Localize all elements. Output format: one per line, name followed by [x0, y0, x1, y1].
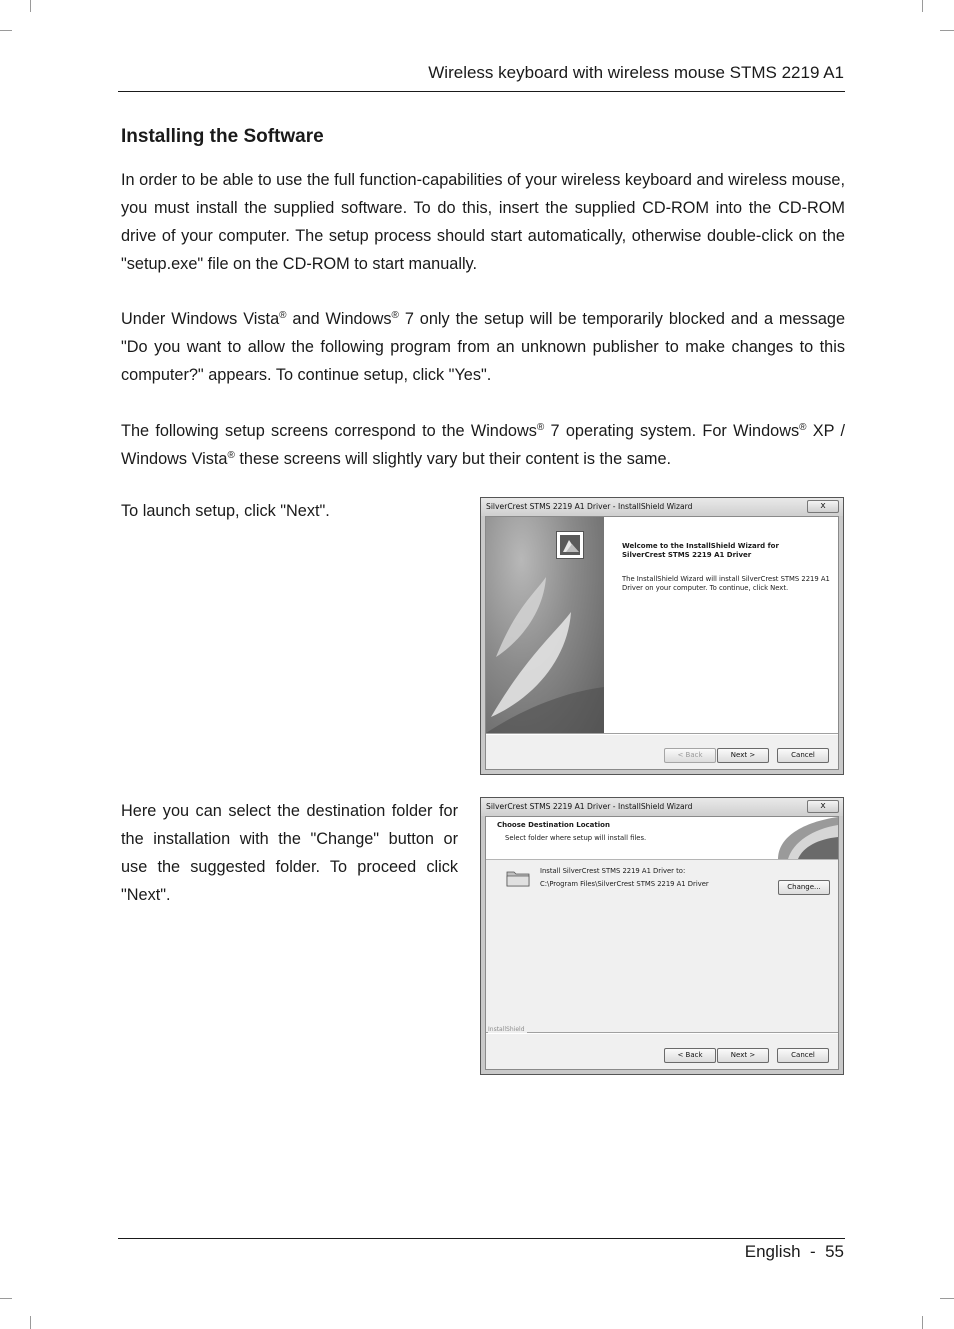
next-button[interactable]: Next > [717, 748, 769, 763]
crop-mark [30, 0, 31, 12]
close-button[interactable]: x [807, 500, 839, 513]
registered-mark: ® [227, 450, 235, 461]
header-title: Choose Destination Location [497, 821, 610, 829]
wave-graphic [486, 517, 604, 733]
header-rule [118, 91, 845, 92]
crop-mark [0, 1298, 12, 1299]
text-run: these screens will slightly vary but their content is the same. [234, 450, 672, 468]
back-button[interactable]: < Back [664, 748, 716, 763]
separator [486, 1032, 838, 1034]
wizard-banner-image [486, 517, 604, 733]
crop-mark [922, 0, 923, 12]
close-button[interactable]: x [807, 800, 839, 813]
page-number: English - 55 [744, 1242, 844, 1261]
change-button[interactable]: Change... [778, 880, 830, 895]
crop-mark [922, 1316, 923, 1329]
install-label: Install SilverCrest STMS 2219 A1 Driver to: [540, 867, 686, 875]
installer-logo-icon [556, 531, 584, 559]
footer-rule [118, 1238, 845, 1239]
header-subtitle: Select folder where setup will install files. [505, 834, 647, 842]
registered-mark: ® [391, 310, 399, 321]
vista-notice-paragraph [121, 305, 845, 389]
text-run: 7 only the setup will be temporarily blocked and a message "Do you want to allow the following program from an unknown publisher to make changes to this computer?" appears. To continue setup, click "Yes". [121, 310, 845, 384]
folder-icon [506, 869, 530, 887]
crop-mark [0, 30, 12, 31]
text-run: The following setup screens correspond to the Windows [121, 422, 537, 440]
registered-mark: ® [279, 310, 287, 321]
registered-mark: ® [536, 422, 545, 433]
text-run: Under Windows Vista [121, 310, 280, 328]
window-title: SilverCrest STMS 2219 A1 Driver - InstallShield Wizard [481, 798, 843, 816]
text-run: and Windows [286, 310, 392, 328]
step-launch-text: To launch setup, click "Next". [121, 502, 330, 520]
welcome-wizard-screenshot [480, 497, 844, 775]
intro-paragraph: In order to be able to use the full function-capabilities of your wireless keyboard and wireless mouse, you must install the supplied software. To do this, insert the supplied CD-ROM into the CD-ROM drive of your computer. The setup process should start automatically, otherwise double-click on the "setup.exe" file on the CD-ROM to start manually. [121, 171, 845, 273]
section-heading: Installing the Software [121, 126, 324, 147]
welcome-line: Welcome to the InstallShield Wizard for [622, 542, 779, 550]
wizard-header [486, 817, 838, 860]
crop-mark [940, 1298, 954, 1299]
window-client-area [485, 516, 839, 770]
header-wave-icon [748, 817, 838, 859]
next-button[interactable]: Next > [717, 1048, 769, 1063]
text-run: 7 operating system. For Windows [544, 422, 800, 440]
running-header: Wireless keyboard with wireless mouse STMS 2219 A1 [428, 63, 844, 82]
text-run: XP / Windows Vista [121, 422, 845, 468]
welcome-body: The InstallShield Wizard will install SilverCrest STMS 2219 A1 Driver on your computer. To continue, click Next. [622, 575, 830, 592]
crop-mark [940, 30, 954, 31]
registered-mark: ® [799, 422, 807, 433]
welcome-line: SilverCrest STMS 2219 A1 Driver [622, 551, 752, 559]
screens-note-paragraph [121, 417, 845, 473]
back-button[interactable]: < Back [664, 1048, 716, 1063]
welcome-panel [604, 517, 838, 733]
welcome-heading [622, 542, 779, 560]
separator [486, 733, 838, 735]
window-client-area [485, 816, 839, 1070]
cancel-button[interactable]: Cancel [777, 1048, 829, 1063]
installshield-brand: InstallShield [488, 1026, 525, 1033]
window-title: SilverCrest STMS 2219 A1 Driver - InstallShield Wizard [481, 498, 843, 516]
destination-wizard-screenshot [480, 797, 844, 1075]
cancel-button[interactable]: Cancel [777, 748, 829, 763]
step-destination-text: Here you can select the destination folder for the installation with the "Change" button or use the suggested folder. To proceed click "Next". [121, 802, 458, 904]
install-path: C:\Program Files\SilverCrest STMS 2219 A1 Driver [540, 880, 709, 888]
crop-mark [30, 1316, 31, 1329]
